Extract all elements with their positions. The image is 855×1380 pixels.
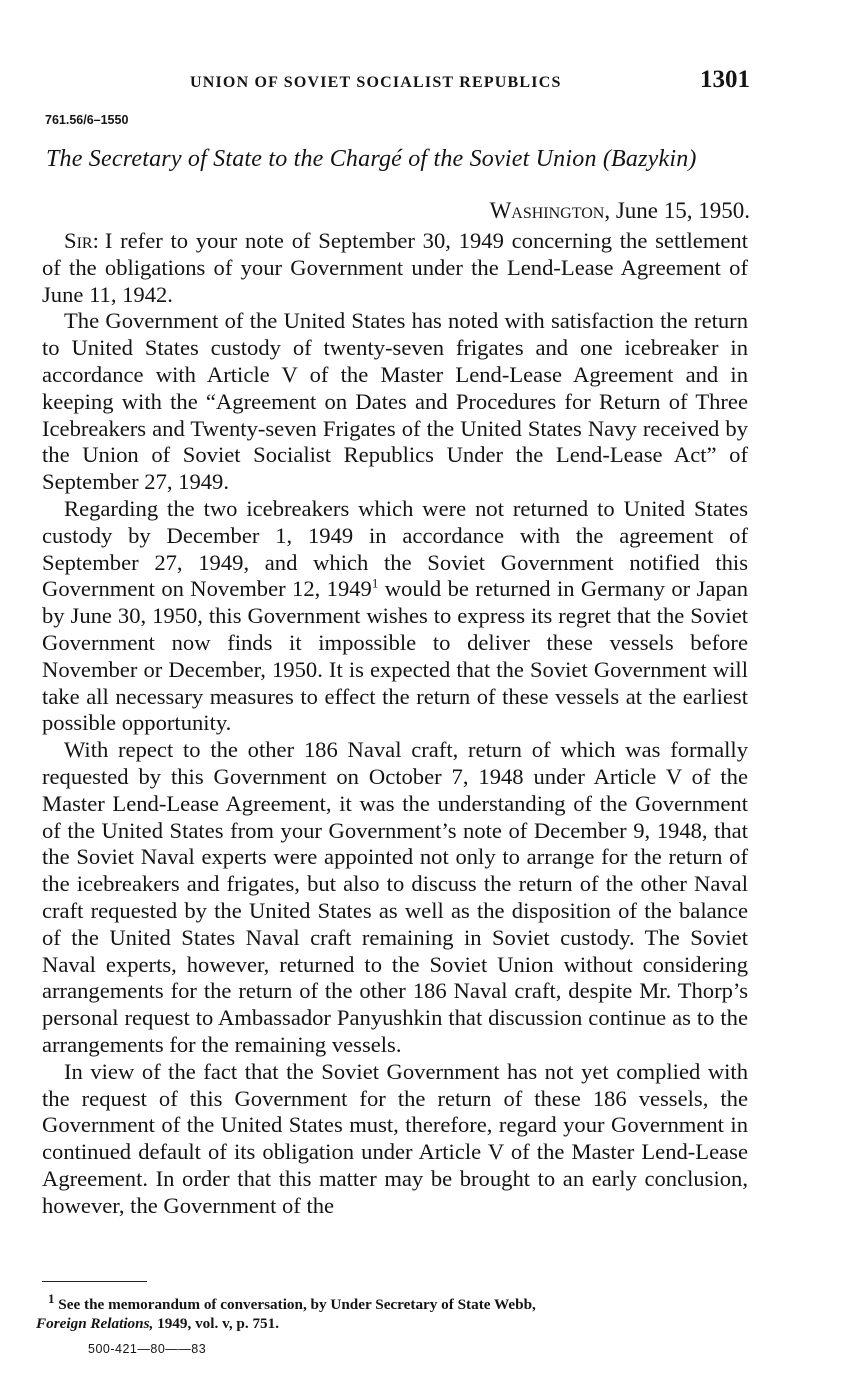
running-header — [40, 66, 750, 102]
running-title: UNION OF SOVIET SOCIALIST REPUBLICS — [190, 74, 562, 91]
footnote-reference: 1 — [371, 575, 379, 591]
print-code: 500-421—80——83 — [88, 1342, 207, 1356]
page-number: 1301 — [700, 66, 750, 93]
dateline-place: Washington, — [489, 198, 611, 223]
footnote-text: See the memorandum of conversation, by Under Secretary of State Webb, — [58, 1296, 536, 1313]
file-number: 761.56/6–1550 — [45, 113, 129, 127]
paragraph-4: With repect to the other 186 Naval craft, return of which was formally requested by this Government on October 7, 1948 under Article V of the Master Lend-Lease Agreement, it was the understanding of the Government of the United States from your Government’s note of December 9, 1948, that the Soviet Naval experts were appointed not only to arrange for the return of the icebreakers and frigates, but also to discuss the return of the other Naval craft requested by the United States as well as the disposition of the balance of the United States Naval craft remaining in Soviet custody. The Soviet Naval experts, however, returned to the Soviet Union without considering arrangements for the return of the other 186 Naval craft, despite Mr. Thorp’s personal request to Ambassador Panyushkin that discussion continue as to the arrangements for the remaining vessels. — [42, 737, 748, 1057]
footnote — [36, 1290, 751, 1333]
paragraph-3-text-after: would be returned in Germany or Japan by June 30, 1950, this Government wishes to express its regret that the Soviet Government now finds it impossible to deliver these vessels before November or December, 1950. It is expected that the Soviet Government will take all necessary measures to effect the return of these vessels at the earliest possible opportunity. — [42, 576, 748, 736]
footnote-divider — [42, 1281, 147, 1282]
paragraph-3-text-before: Regarding the two icebreakers which were not returned to United States custody by December 1, 1949 in accordance with the agreement of September 27, 1949, and which the Soviet Government notified this Government on November 12, 1949 — [42, 495, 748, 602]
paragraph-2: The Government of the United States has noted with satisfaction the return to United States custody of twenty-seven frigates and one icebreaker in accordance with Article V of the Master Lend-Lease Agreement and in keeping with the “Agreement on Dates and Procedures for Return of Three Icebreakers and Twenty-seven Frigates of the United States Navy received by the Union of Soviet Socialist Republics Under the Lend-Lease Act” of September 27, 1949. — [42, 308, 748, 495]
footnote-marker: 1 — [48, 1290, 55, 1306]
dateline-date: June 15, 1950. — [615, 198, 750, 223]
footnote-source-title: Foreign Relations, — [36, 1315, 154, 1332]
paragraph-1-text: I refer to your note of September 30, 1949 concerning the settlement of the obligations of your Government under the Lend-Lease Agreement of June 11, 1942. — [42, 228, 748, 307]
salutation: Sir: — [64, 228, 99, 253]
footnote-source — [36, 1315, 279, 1332]
paragraph-3 — [42, 496, 748, 737]
dateline — [490, 198, 750, 224]
letter-body — [42, 228, 748, 1219]
footnote-source-rest: 1949, vol. v, p. 751. — [157, 1315, 280, 1332]
paragraph-1 — [42, 228, 748, 308]
paragraph-5: In view of the fact that the Soviet Government has not yet complied with the request of this Government for the return of these 186 vessels, the Government of the United States must, therefore, regard your Government in continued default of its obligation under Article V of the Master Lend-Lease Agreement. In order that this matter may be brought to an early conclusion, however, the Government of the — [42, 1058, 748, 1218]
footnote-text-line — [36, 1290, 751, 1314]
document-title: The Secretary of State to the Chargé of the Soviet Union (Bazykin) — [46, 146, 697, 172]
